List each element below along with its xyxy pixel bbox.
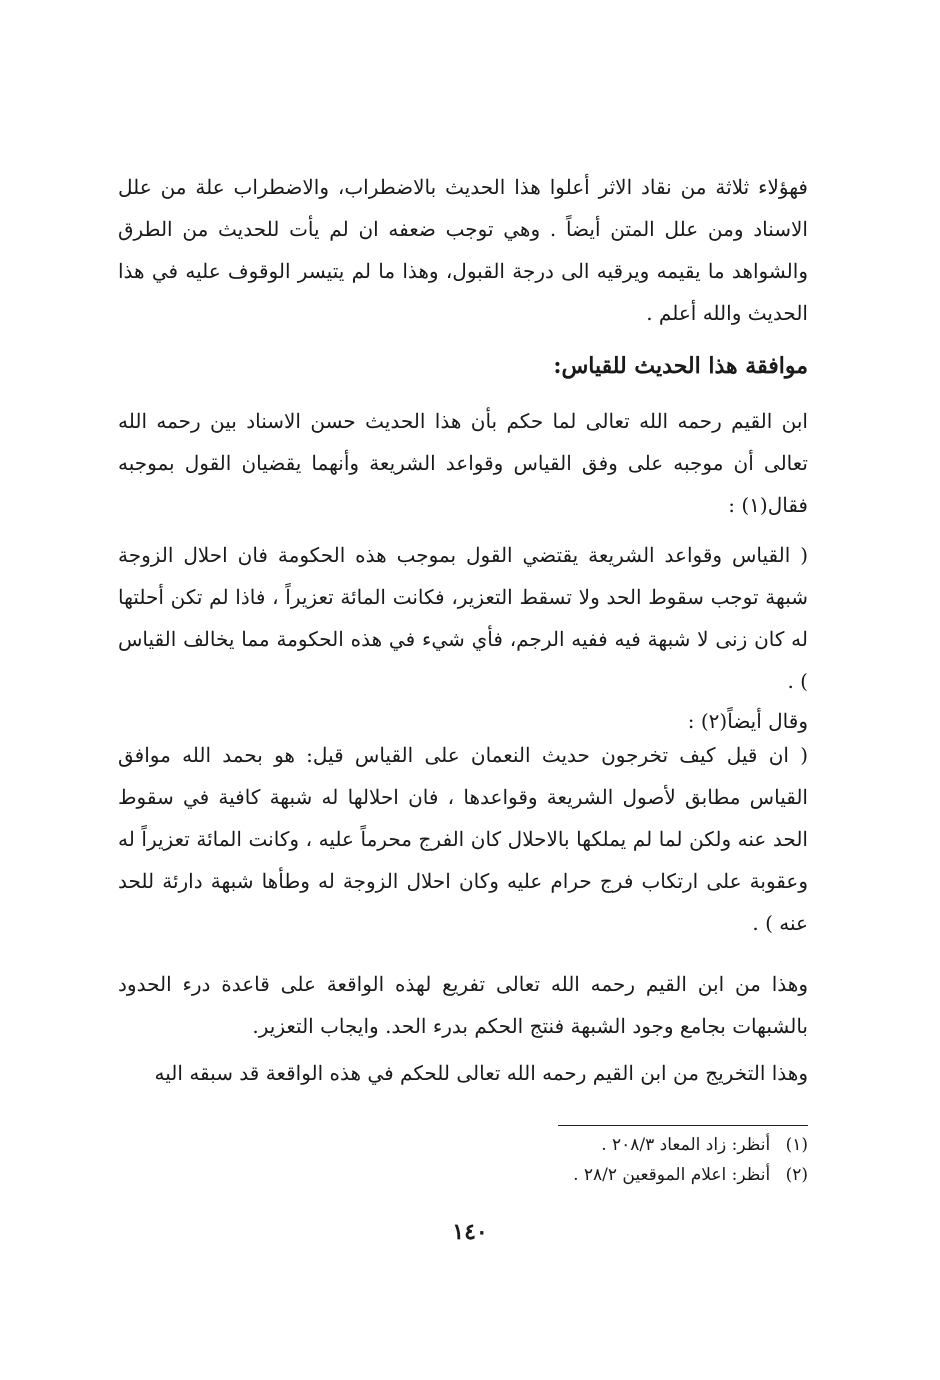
footnote-1 [118,1130,808,1160]
paragraph-intro: فهؤلاء ثلاثة من نقاد الاثر أعلوا هذا الحديث بالاضطراب، والاضطراب علة من علل الاسناد ومن علل المتن أيضاً . وهي توجب ضعفه ان لم يأت للحديث من الطرق والشواهد ما يقيمه ويرقيه الى درجة القبول، وهذا ما لم يتيسر الوقوف عليه في هذا الحديث والله أعلم . [118,175,808,325]
section-heading: موافقة هذا الحديث للقياس: [553,353,808,379]
paragraph-derivation: وهذا من ابن القيم رحمه الله تعالى تفريع لهذه الواقعة على قاعدة درء الحدود بالشبهات بجامع وجود الشبهة فنتج الحكم بدرء الحد. وايجاب التعزير. [118,972,808,1038]
footnote-separator [558,1125,808,1126]
footnote-2 [118,1160,808,1190]
page-number: ١٤٠ [452,1219,488,1245]
footnotes [118,1130,808,1190]
paragraph-ibn-qayyim: ابن القيم رحمه الله تعالى لما حكم بأن هذا الحديث حسن الاسناد بين رحمه الله تعالى أن موجبه على وفق القياس وقواعد الشريعة وأنهما يقضيان القول بموجبه فقال(١) : [118,409,808,517]
footnote-number: (١) [785,1135,808,1155]
footnote-number: (٢) [785,1165,808,1185]
footnote-text: أنظر: زاد المعاد ٢٠٨/٣ . [601,1135,771,1155]
paragraph-also-said: وقال أيضاً(٢) : [687,709,808,733]
paragraph-quote-1: ( القياس وقواعد الشريعة يقتضي القول بموجب هذه الحكومة فان احلال الزوجة شبهة توجب سقوط الحد ولا تسقط التعزير، فكانت المائة تعزيراً ، فاذا لم تكن أحلتها له كان زنى لا شبهة فيه ففيه الرجم، فأي شيء في هذه الحكومة مما يخالف القياس ) . [118,543,808,693]
paragraph-quote-2: ( ان قيل كيف تخرجون حديث النعمان على القياس قيل: هو بحمد الله موافق القياس مطابق لأصول الشريعة وقواعدها ، فان احلالها له شبهة كافية في سقوط الحد عنه ولكن لما لم يملكها بالاحلال كان الفرج محرماً عليه ، وكانت المائة تعزيراً له وعقوبة على ارتكاب فرج حرام عليه وكان احلال الزوجة له وطأها شبهة دارئة للحد عنه ) . [118,743,808,935]
footnote-text: أنظر: اعلام الموقعين ٢٨/٢ . [573,1165,771,1185]
paragraph-continuation: وهذا التخريج من ابن القيم رحمه الله تعالى للحكم في هذه الواقعة قد سبقه اليه [154,1061,808,1085]
